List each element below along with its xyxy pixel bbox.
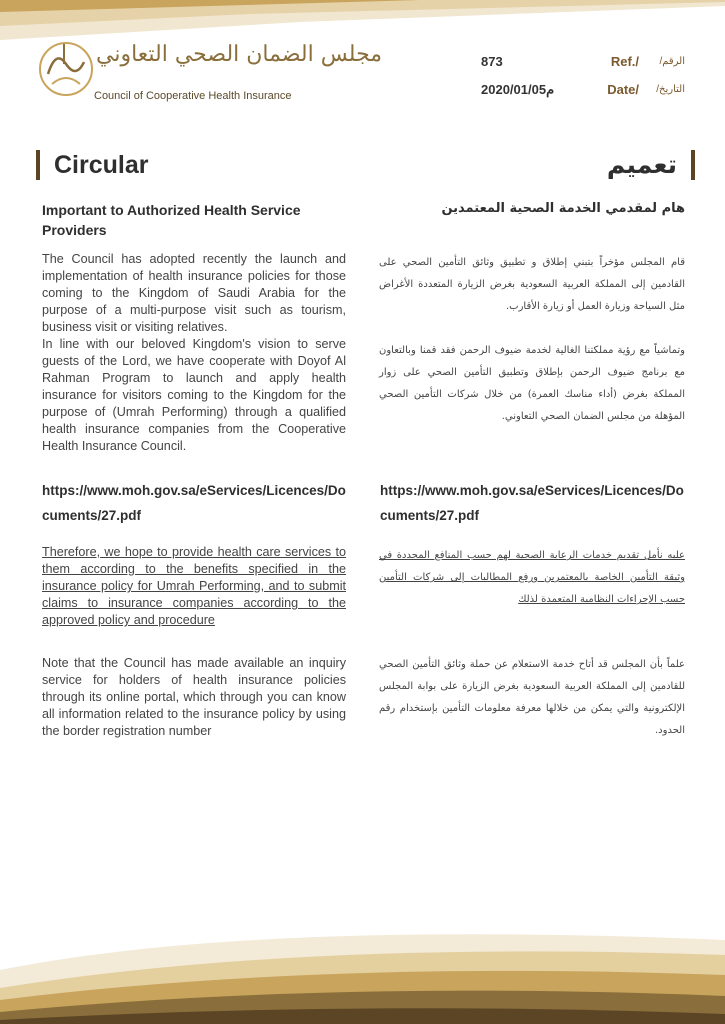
subtitle-english: Important to Authorized Health Service Providers [42, 202, 301, 238]
english-paragraph-3: Therefore, we hope to provide health care services to them according to the benefits specified in the insurance policy for Umrah Performing, and to submit claims to insurance companies according to the approved policy and procedure [42, 545, 346, 627]
arabic-url-link[interactable]: https://www.moh.gov.sa/eServices/Licences/Documents/27.pdf [380, 483, 684, 523]
arabic-paragraph-4: علماً بأن المجلس قد أتاح خدمة الاستعلام عن حملة وثائق التأمين الصحي للقادمين إلى المملكة العربية السعودية بغرض الزيارة على بوابة المجلس الإلكترونية والتي يمكن من خلالها معرفة معلومات التأمين بإستخدام رقم الحدود. [379, 659, 685, 736]
date-row [475, 80, 685, 108]
arabic-paragraph-1: قام المجلس مؤخراً بتبني إطلاق و تطبيق وثائق التأمين الصحي على القادمين إلى المملكة العربية السعودية بغرض الزيارة المتعددة الأغراض مثل السياحة وزيارة العمل أو زيارة الأقارب. [379, 257, 685, 312]
ref-row [475, 52, 685, 80]
title-english: Circular [36, 150, 148, 180]
date-value: 2020/01/05م [481, 82, 555, 97]
council-logo [36, 30, 383, 110]
ref-label-ar: الرقم/ [659, 56, 685, 67]
english-intro-paragraphs [42, 251, 346, 455]
english-url-link[interactable]: https://www.moh.gov.sa/eServices/Licences/Documents/27.pdf [42, 483, 346, 523]
arabic-paragraph-3: عليه نأمل تقديم خدمات الرعاية الصحية لهم حسب المنافع المحددة في وثيقة التأمين الخاصة بالمعتمرين ورفع المطالبات إلى شركات التأمين حسب الإجراءات النظامية المتعمدة لذلك [379, 550, 685, 605]
logo-english-text: Council of Cooperative Health Insurance [94, 90, 292, 102]
reference-block [475, 52, 685, 108]
calligraphy-emblem-icon [36, 34, 96, 104]
arabic-paragraph-2: وتماشياً مع رؤية مملكتنا الغالية لخدمة ضيوف الرحمن فقد قمنا وبالتعاون مع برنامج ضيوف الرحمن بإطلاق وتطبيق التأمين الصحي على زوار المملكة بغرض (أداء مناسك العمرة) من خلال شركات التأمين الصحي المؤهلة من مجلس الضمان الصحي التعاوني. [379, 345, 685, 422]
ref-label-en: Ref./ [610, 54, 639, 69]
subtitle-arabic: هام لمقدمي الخدمة الصحية المعتمدين [441, 201, 685, 216]
ref-number: 873 [481, 54, 503, 69]
bottom-decorative-waves [0, 900, 725, 1024]
title-arabic: تعميم [607, 150, 695, 180]
english-paragraph-1: The Council has adopted recently the launch and implementation of health insurance policies for those coming to the Kingdom of Saudi Arabia for the purpose of a multi-purpose visit such as tourism, business visit or visiting relatives. [42, 252, 346, 334]
logo-arabic-text: مجلس الضمان الصحي التعاوني [96, 42, 383, 67]
date-label-en: Date/ [607, 82, 639, 97]
date-label-ar: التاريخ/ [656, 84, 685, 95]
english-paragraph-4: Note that the Council has made available an inquiry service for holders of health insurance policies through its online portal, which through you can know all information related to the insurance policy by using the border registration number [42, 656, 346, 738]
english-paragraph-2: In line with our beloved Kingdom's vision to serve guests of the Lord, we have cooperate with Doyof Al Rahman Program to launch and apply health insurance for visitors coming to the Kingdom for the purpose of (Umrah Performing) through a qualified health insurance companies from the Cooperative Health Insurance Council. [42, 337, 346, 453]
